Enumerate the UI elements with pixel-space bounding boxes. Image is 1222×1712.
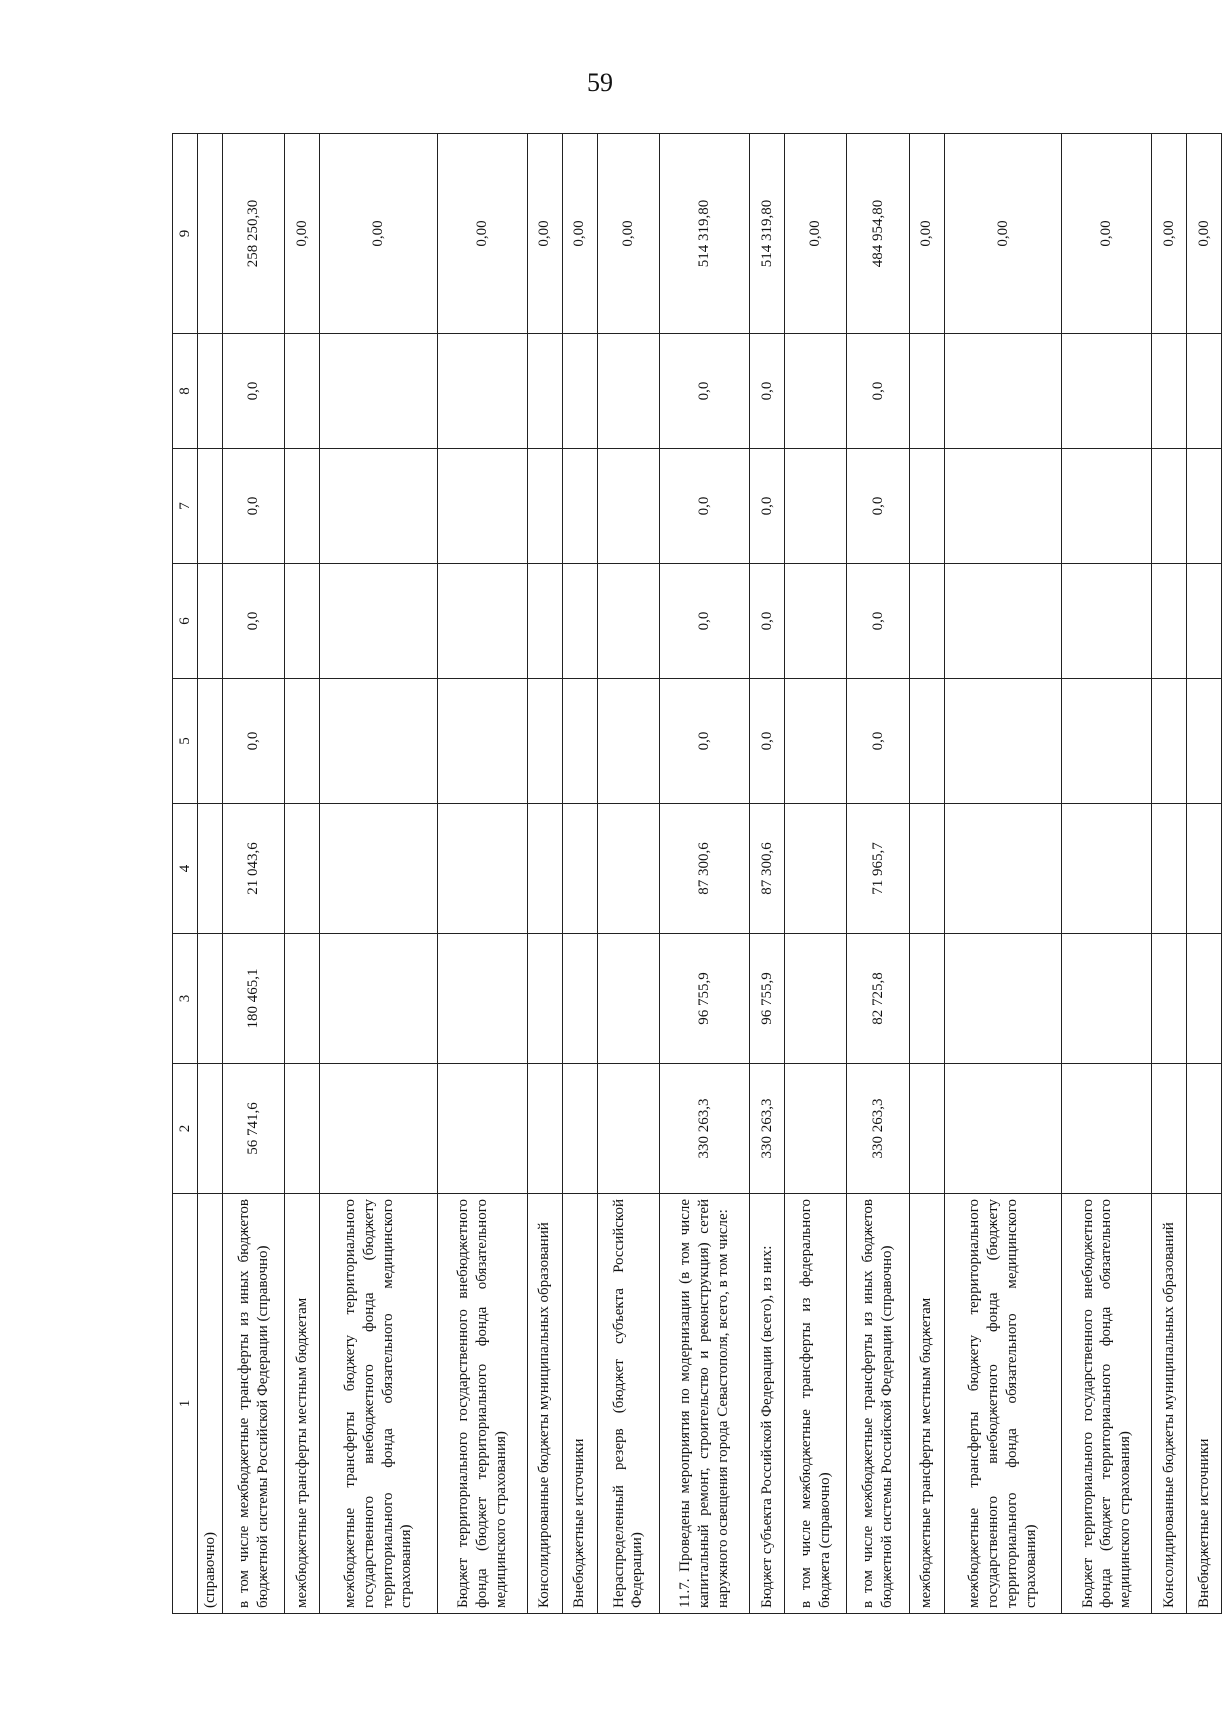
row-description-cell: межбюджетные трансферты бюджету территориального государственного внебюджетного фонда (бюджету территориального фонда обязательного медицинского страхования)	[320, 1194, 438, 1614]
value-cell: 0,0	[660, 449, 750, 564]
value-cell	[784, 564, 846, 679]
value-cell	[1187, 804, 1222, 934]
row-description-cell: Внебюджетные источники	[562, 1194, 597, 1614]
value-cell: 0,0	[847, 564, 909, 679]
value-cell	[527, 679, 562, 804]
value-cell: 0,00	[597, 134, 659, 334]
page-number: 59	[587, 68, 613, 97]
value-cell	[562, 334, 597, 449]
value-cell	[562, 1064, 597, 1194]
value-cell: 0,0	[660, 679, 750, 804]
column-header: 6	[173, 564, 198, 679]
value-cell: 0,0	[223, 449, 285, 564]
value-cell	[562, 679, 597, 804]
rotated-table-wrapper	[172, 134, 1222, 1614]
value-cell	[597, 804, 659, 934]
value-cell	[527, 804, 562, 934]
table-row	[660, 134, 750, 1614]
value-cell: 0,00	[1152, 134, 1187, 334]
table-row	[562, 134, 597, 1614]
value-cell: 330 263,3	[660, 1064, 750, 1194]
value-cell: 0,00	[320, 134, 438, 334]
value-cell	[562, 804, 597, 934]
row-description-cell: Бюджет территориального государственного внебюджетного фонда (бюджет территориального фонда обязательного медицинского страхования)	[437, 1194, 527, 1614]
value-cell	[198, 679, 223, 804]
value-cell	[320, 804, 438, 934]
table-row	[750, 134, 785, 1614]
value-cell	[1062, 1064, 1152, 1194]
value-cell: 514 319,80	[750, 134, 785, 334]
table-row	[1062, 134, 1152, 1614]
value-cell	[285, 1064, 320, 1194]
value-cell	[944, 1064, 1062, 1194]
value-cell	[784, 334, 846, 449]
row-description-cell: в том числе межбюджетные трансферты из иных бюджетов бюджетной системы Российской Федерации (справочно)	[223, 1194, 285, 1614]
value-cell	[1187, 449, 1222, 564]
value-cell: 0,0	[660, 564, 750, 679]
value-cell	[1187, 334, 1222, 449]
value-cell	[1187, 679, 1222, 804]
value-cell	[909, 1064, 944, 1194]
row-description-cell: в том числе межбюджетные трансферты из иных бюджетов бюджетной системы Российской Федерации (справочно)	[847, 1194, 909, 1614]
value-cell	[198, 449, 223, 564]
column-header: 5	[173, 679, 198, 804]
value-cell: 484 954,80	[847, 134, 909, 334]
value-cell	[1152, 934, 1187, 1064]
value-cell	[527, 449, 562, 564]
value-cell	[437, 1064, 527, 1194]
value-cell: 0,00	[944, 134, 1062, 334]
table-row	[320, 134, 438, 1614]
value-cell	[198, 1064, 223, 1194]
value-cell: 0,0	[750, 679, 785, 804]
value-cell	[320, 1064, 438, 1194]
value-cell	[437, 449, 527, 564]
value-cell: 0,00	[562, 134, 597, 334]
value-cell: 0,0	[847, 679, 909, 804]
value-cell	[527, 334, 562, 449]
table-row	[784, 134, 846, 1614]
value-cell	[597, 934, 659, 1064]
value-cell	[1062, 804, 1152, 934]
value-cell: 96 755,9	[750, 934, 785, 1064]
value-cell: 0,0	[223, 564, 285, 679]
row-description-cell: Консолидированные бюджеты муниципальных образований	[1152, 1194, 1187, 1614]
row-description-cell: межбюджетные трансферты бюджету территориального государственного внебюджетного фонда (бюджету территориального фонда обязательного медицинского страхования)	[944, 1194, 1062, 1614]
value-cell: 96 755,9	[660, 934, 750, 1064]
value-cell	[944, 564, 1062, 679]
row-description-cell: (справочно)	[198, 1194, 223, 1614]
table-row	[437, 134, 527, 1614]
value-cell	[1187, 1064, 1222, 1194]
value-cell	[1187, 564, 1222, 679]
value-cell	[784, 934, 846, 1064]
value-cell: 514 319,80	[660, 134, 750, 334]
table-row	[285, 134, 320, 1614]
row-description-cell: Бюджет субъекта Российской Федерации (всего), из них:	[750, 1194, 785, 1614]
value-cell: 21 043,6	[223, 804, 285, 934]
value-cell	[285, 334, 320, 449]
value-cell: 71 965,7	[847, 804, 909, 934]
value-cell	[527, 934, 562, 1064]
row-description-cell: 11.7. Проведены мероприятия по модернизации (в том числе капитальный ремонт, строительство и реконструкция) сетей наружного освещения города Севастополя, всего, в том числе:	[660, 1194, 750, 1614]
value-cell	[909, 449, 944, 564]
table-row	[944, 134, 1062, 1614]
column-header: 1	[173, 1194, 198, 1614]
column-header: 8	[173, 334, 198, 449]
row-description-cell: Консолидированные бюджеты муниципальных образований	[527, 1194, 562, 1614]
value-cell: 0,0	[750, 564, 785, 679]
row-description-cell: Нераспределенный резерв (бюджет субъекта Российской Федерации)	[597, 1194, 659, 1614]
value-cell	[285, 679, 320, 804]
value-cell	[909, 334, 944, 449]
value-cell	[944, 934, 1062, 1064]
value-cell	[285, 934, 320, 1064]
value-cell	[198, 934, 223, 1064]
value-cell: 180 465,1	[223, 934, 285, 1064]
value-cell: 87 300,6	[660, 804, 750, 934]
value-cell: 56 741,6	[223, 1064, 285, 1194]
value-cell	[1187, 934, 1222, 1064]
value-cell: 0,00	[527, 134, 562, 334]
value-cell	[527, 1064, 562, 1194]
value-cell	[597, 449, 659, 564]
value-cell	[909, 679, 944, 804]
column-header: 7	[173, 449, 198, 564]
value-cell	[320, 564, 438, 679]
value-cell: 0,00	[437, 134, 527, 334]
value-cell	[1152, 1064, 1187, 1194]
value-cell: 0,00	[784, 134, 846, 334]
value-cell	[437, 804, 527, 934]
table-row	[597, 134, 659, 1614]
value-cell	[597, 679, 659, 804]
row-description-cell: Внебюджетные источники	[1187, 1194, 1222, 1614]
value-cell	[1152, 334, 1187, 449]
table-row	[909, 134, 944, 1614]
value-cell	[944, 449, 1062, 564]
column-header: 4	[173, 804, 198, 934]
value-cell: 0,00	[1187, 134, 1222, 334]
value-cell	[198, 134, 223, 334]
value-cell	[1062, 934, 1152, 1064]
value-cell: 0,0	[847, 449, 909, 564]
value-cell	[1152, 449, 1187, 564]
value-cell	[320, 934, 438, 1064]
table-row	[1187, 134, 1222, 1614]
table-row	[847, 134, 909, 1614]
value-cell: 0,0	[223, 679, 285, 804]
value-cell	[1152, 564, 1187, 679]
value-cell	[597, 334, 659, 449]
value-cell	[198, 334, 223, 449]
value-cell: 330 263,3	[847, 1064, 909, 1194]
value-cell	[784, 679, 846, 804]
value-cell	[527, 564, 562, 679]
table-row	[527, 134, 562, 1614]
column-header: 9	[173, 134, 198, 334]
row-description-cell: в том числе межбюджетные трансферты из федерального бюджета (справочно)	[784, 1194, 846, 1614]
value-cell	[1062, 449, 1152, 564]
value-cell	[437, 934, 527, 1064]
table-row	[1152, 134, 1187, 1614]
column-header: 2	[173, 1064, 198, 1194]
value-cell	[944, 804, 1062, 934]
table-header-row	[173, 134, 198, 1614]
value-cell: 0,00	[1062, 134, 1152, 334]
value-cell: 0,00	[285, 134, 320, 334]
value-cell	[909, 804, 944, 934]
value-cell	[1152, 679, 1187, 804]
budget-table	[172, 133, 1222, 1614]
column-header: 3	[173, 934, 198, 1064]
value-cell: 0,0	[750, 449, 785, 564]
value-cell: 0,0	[750, 334, 785, 449]
value-cell	[562, 564, 597, 679]
value-cell	[320, 679, 438, 804]
value-cell	[944, 679, 1062, 804]
value-cell	[320, 449, 438, 564]
value-cell	[597, 1064, 659, 1194]
value-cell	[1062, 564, 1152, 679]
value-cell	[597, 564, 659, 679]
value-cell	[562, 449, 597, 564]
value-cell: 82 725,8	[847, 934, 909, 1064]
value-cell	[1152, 804, 1187, 934]
value-cell	[198, 804, 223, 934]
value-cell	[320, 334, 438, 449]
table-body	[198, 134, 1222, 1614]
value-cell: 0,00	[909, 134, 944, 334]
value-cell	[909, 934, 944, 1064]
value-cell	[437, 564, 527, 679]
value-cell: 0,0	[223, 334, 285, 449]
value-cell: 258 250,30	[223, 134, 285, 334]
value-cell	[1062, 679, 1152, 804]
value-cell	[437, 679, 527, 804]
table-row	[223, 134, 285, 1614]
value-cell	[784, 804, 846, 934]
value-cell	[909, 564, 944, 679]
row-description-cell: Бюджет территориального государственного внебюджетного фонда (бюджет территориального фонда обязательного медицинского страхования)	[1062, 1194, 1152, 1614]
row-description-cell: межбюджетные трансферты местным бюджетам	[285, 1194, 320, 1614]
value-cell	[198, 564, 223, 679]
table-row	[198, 134, 223, 1614]
value-cell	[562, 934, 597, 1064]
value-cell	[285, 804, 320, 934]
value-cell	[437, 334, 527, 449]
value-cell: 330 263,3	[750, 1064, 785, 1194]
value-cell	[285, 564, 320, 679]
value-cell	[784, 1064, 846, 1194]
row-description-cell: межбюджетные трансферты местным бюджетам	[909, 1194, 944, 1614]
value-cell: 87 300,6	[750, 804, 785, 934]
value-cell: 0,0	[660, 334, 750, 449]
value-cell	[285, 449, 320, 564]
value-cell	[1062, 334, 1152, 449]
value-cell: 0,0	[847, 334, 909, 449]
value-cell	[784, 449, 846, 564]
value-cell	[944, 334, 1062, 449]
